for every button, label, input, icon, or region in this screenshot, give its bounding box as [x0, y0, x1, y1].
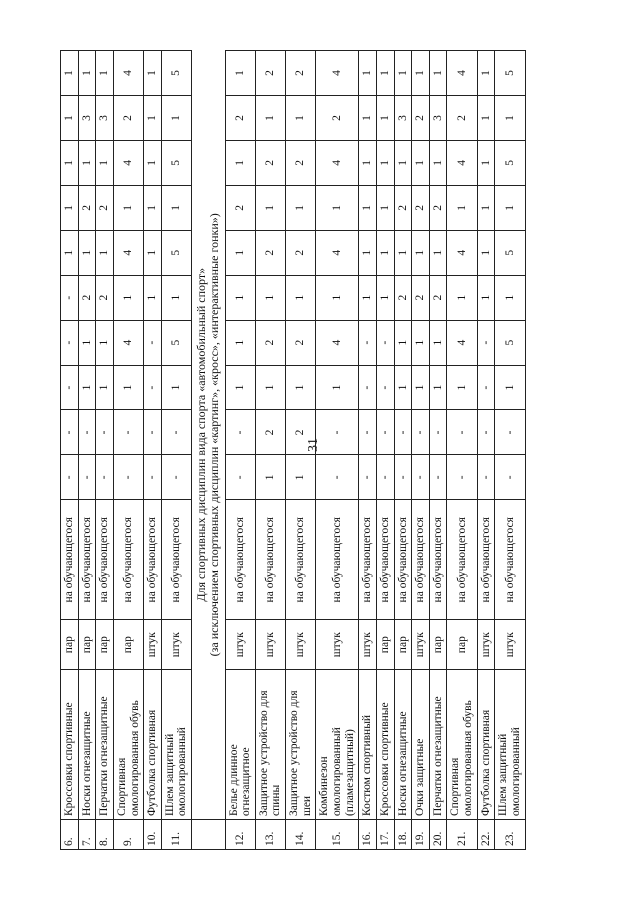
unit-cell: штук [412, 620, 430, 670]
table-row [376, 51, 394, 850]
value-cell: 1 [286, 96, 316, 141]
value-cell: 2 [255, 320, 285, 365]
value-cell: 1 [412, 230, 430, 275]
value-cell: 1 [255, 455, 285, 500]
value-cell: 1 [316, 185, 359, 230]
page-number: 31 [306, 438, 321, 452]
value-cell: 1 [412, 140, 430, 185]
item-name: Носки огнезащитные [78, 670, 96, 820]
value-cell: 4 [316, 320, 359, 365]
value-cell: 5 [161, 320, 191, 365]
value-cell: 1 [495, 96, 525, 141]
value-cell: 1 [96, 230, 114, 275]
value-cell: - [359, 455, 377, 500]
value-cell: 1 [144, 140, 162, 185]
table-row [412, 51, 430, 850]
value-cell: - [477, 365, 495, 410]
value-cell: 4 [447, 230, 477, 275]
category-cell: на обучающегося [495, 500, 525, 620]
equipment-table [60, 50, 526, 850]
table-row [255, 51, 285, 850]
value-cell: 2 [255, 140, 285, 185]
value-cell: 1 [225, 51, 255, 96]
value-cell: 2 [225, 185, 255, 230]
value-cell: 4 [447, 140, 477, 185]
item-name: Перчатки огнезащитные [96, 670, 114, 820]
row-number: 12. [225, 820, 255, 850]
value-cell: 1 [376, 185, 394, 230]
row-number: 9. [113, 820, 143, 850]
table-row [113, 51, 143, 850]
value-cell: 1 [394, 320, 412, 365]
unit-cell: штук [255, 620, 285, 670]
value-cell: 2 [286, 410, 316, 455]
value-cell: 2 [255, 230, 285, 275]
value-cell: 2 [412, 185, 430, 230]
value-cell: 1 [286, 455, 316, 500]
value-cell: - [161, 410, 191, 455]
value-cell: 1 [412, 51, 430, 96]
item-name: Защитное устройство для шеи [286, 670, 316, 820]
value-cell: - [359, 410, 377, 455]
item-name: Белье длинное огнезащитное [225, 670, 255, 820]
table-row [78, 51, 96, 850]
value-cell: - [359, 365, 377, 410]
row-number: 7. [78, 820, 96, 850]
value-cell: - [376, 410, 394, 455]
unit-cell: пар [78, 620, 96, 670]
value-cell: 2 [96, 185, 114, 230]
value-cell: 2 [286, 230, 316, 275]
value-cell: 2 [78, 275, 96, 320]
value-cell: 1 [61, 230, 79, 275]
table-row [96, 51, 114, 850]
value-cell: 1 [113, 365, 143, 410]
value-cell: 1 [61, 51, 79, 96]
value-cell: 2 [412, 96, 430, 141]
value-cell: 2 [78, 185, 96, 230]
value-cell: 2 [255, 51, 285, 96]
unit-cell: пар [113, 620, 143, 670]
value-cell: 3 [78, 96, 96, 141]
row-number: 18. [394, 820, 412, 850]
value-cell: 1 [255, 365, 285, 410]
section-title-line-2: (за исключением спортивных дисциплин «картинг», «кросс», «интерактивные гонки») [207, 213, 222, 657]
value-cell: - [144, 320, 162, 365]
value-cell: - [412, 455, 430, 500]
item-name: Кроссовки спортивные [61, 670, 79, 820]
value-cell: 1 [113, 185, 143, 230]
value-cell: 1 [376, 230, 394, 275]
value-cell: 1 [429, 320, 447, 365]
unit-cell: штук [316, 620, 359, 670]
row-number: 19. [412, 820, 430, 850]
item-name: Футболка спортивная [144, 670, 162, 820]
item-name: Спортивная омологированная обувь [447, 670, 477, 820]
row-number: 13. [255, 820, 285, 850]
row-number: 11. [161, 820, 191, 850]
value-cell: 4 [113, 230, 143, 275]
value-cell: 1 [161, 185, 191, 230]
value-cell: 1 [359, 140, 377, 185]
row-number: 22. [477, 820, 495, 850]
category-cell: на обучающегося [359, 500, 377, 620]
value-cell: 5 [161, 230, 191, 275]
value-cell: 1 [144, 185, 162, 230]
value-cell: 2 [225, 96, 255, 141]
value-cell: 1 [255, 96, 285, 141]
value-cell: - [447, 410, 477, 455]
value-cell: 2 [412, 275, 430, 320]
table-group-1 [61, 51, 192, 850]
value-cell: 1 [61, 96, 79, 141]
value-cell: - [61, 365, 79, 410]
value-cell: - [144, 410, 162, 455]
item-name: Защитное устройство для спины [255, 670, 285, 820]
unit-cell: штук [477, 620, 495, 670]
row-number: 10. [144, 820, 162, 850]
value-cell: - [113, 410, 143, 455]
value-cell: 1 [477, 230, 495, 275]
value-cell: 3 [394, 96, 412, 141]
table-row [161, 51, 191, 850]
value-cell: 1 [161, 275, 191, 320]
value-cell: 1 [359, 275, 377, 320]
value-cell: - [78, 410, 96, 455]
value-cell: 1 [78, 365, 96, 410]
unit-cell: штук [225, 620, 255, 670]
value-cell: 1 [359, 230, 377, 275]
table-row [477, 51, 495, 850]
unit-cell: пар [429, 620, 447, 670]
value-cell: 2 [286, 51, 316, 96]
rotated-table-page [60, 50, 580, 850]
unit-cell: пар [96, 620, 114, 670]
row-number: 16. [359, 820, 377, 850]
unit-cell: пар [447, 620, 477, 670]
category-cell: на обучающегося [477, 500, 495, 620]
table-row [447, 51, 477, 850]
category-cell: на обучающегося [286, 500, 316, 620]
value-cell: 1 [429, 140, 447, 185]
value-cell: - [359, 320, 377, 365]
value-cell: 3 [429, 96, 447, 141]
category-cell: на обучающегося [394, 500, 412, 620]
value-cell: - [376, 365, 394, 410]
value-cell: - [144, 365, 162, 410]
value-cell: 1 [113, 275, 143, 320]
category-cell: на обучающегося [316, 500, 359, 620]
value-cell: 1 [359, 96, 377, 141]
value-cell: 1 [78, 230, 96, 275]
value-cell: - [96, 455, 114, 500]
value-cell: 1 [255, 185, 285, 230]
value-cell: 5 [495, 51, 525, 96]
value-cell: - [225, 455, 255, 500]
unit-cell: штук [359, 620, 377, 670]
table-row [286, 51, 316, 850]
value-cell: - [61, 455, 79, 500]
row-number: 20. [429, 820, 447, 850]
section-heading [192, 51, 225, 850]
value-cell: 1 [447, 185, 477, 230]
row-number: 21. [447, 820, 477, 850]
table-row [359, 51, 377, 850]
value-cell: 4 [113, 320, 143, 365]
value-cell: 1 [495, 365, 525, 410]
value-cell: 1 [255, 275, 285, 320]
value-cell: 2 [286, 320, 316, 365]
table-row [144, 51, 162, 850]
row-number: 6. [61, 820, 79, 850]
value-cell: - [225, 410, 255, 455]
value-cell: 4 [316, 140, 359, 185]
value-cell: - [477, 455, 495, 500]
value-cell: 3 [96, 96, 114, 141]
table-row [394, 51, 412, 850]
value-cell: 1 [495, 185, 525, 230]
item-name: Костюм спортивный [359, 670, 377, 820]
table-row [225, 51, 255, 850]
value-cell: 1 [376, 140, 394, 185]
value-cell: - [447, 455, 477, 500]
value-cell: 1 [477, 140, 495, 185]
value-cell: 1 [316, 275, 359, 320]
value-cell: 1 [78, 140, 96, 185]
value-cell: 1 [96, 365, 114, 410]
value-cell: 1 [394, 365, 412, 410]
value-cell: - [394, 455, 412, 500]
value-cell: 1 [286, 185, 316, 230]
value-cell: 2 [316, 96, 359, 141]
value-cell: 5 [495, 230, 525, 275]
value-cell: 1 [286, 365, 316, 410]
value-cell: 1 [225, 320, 255, 365]
unit-cell: штук [495, 620, 525, 670]
category-cell: на обучающегося [78, 500, 96, 620]
value-cell: 1 [412, 320, 430, 365]
item-name: Очки защитные [412, 670, 430, 820]
category-cell: на обучающегося [113, 500, 143, 620]
value-cell: 1 [495, 275, 525, 320]
value-cell: 1 [161, 96, 191, 141]
item-name: Комбинезон омологированный (пламезащитный) [316, 670, 359, 820]
category-cell: на обучающегося [429, 500, 447, 620]
item-name: Кроссовки спортивные [376, 670, 394, 820]
value-cell: - [394, 410, 412, 455]
table-row [61, 51, 79, 850]
value-cell: 2 [96, 275, 114, 320]
value-cell: 1 [144, 230, 162, 275]
category-cell: на обучающегося [447, 500, 477, 620]
value-cell: 1 [394, 51, 412, 96]
unit-cell: штук [286, 620, 316, 670]
value-cell: 2 [447, 96, 477, 141]
value-cell: 4 [447, 51, 477, 96]
value-cell: - [495, 455, 525, 500]
category-cell: на обучающегося [225, 500, 255, 620]
value-cell: 1 [477, 275, 495, 320]
value-cell: - [429, 410, 447, 455]
value-cell: 1 [144, 51, 162, 96]
value-cell: - [412, 410, 430, 455]
table-group-2 [225, 51, 525, 850]
value-cell: 5 [161, 51, 191, 96]
value-cell: 4 [113, 51, 143, 96]
value-cell: 4 [316, 230, 359, 275]
value-cell: 1 [225, 275, 255, 320]
category-cell: на обучающегося [376, 500, 394, 620]
value-cell: 1 [359, 185, 377, 230]
row-number: 17. [376, 820, 394, 850]
value-cell: - [376, 320, 394, 365]
value-cell: - [113, 455, 143, 500]
value-cell: 1 [359, 51, 377, 96]
value-cell: - [78, 455, 96, 500]
value-cell: 1 [144, 275, 162, 320]
value-cell: - [61, 275, 79, 320]
category-cell: на обучающегося [144, 500, 162, 620]
value-cell: 1 [376, 96, 394, 141]
value-cell: - [161, 455, 191, 500]
value-cell: 1 [429, 365, 447, 410]
value-cell: 5 [495, 140, 525, 185]
value-cell: 1 [429, 51, 447, 96]
value-cell: 2 [113, 96, 143, 141]
value-cell: 4 [113, 140, 143, 185]
item-name: Перчатки огнезащитные [429, 670, 447, 820]
value-cell: 1 [394, 140, 412, 185]
value-cell: 1 [376, 51, 394, 96]
category-cell: на обучающегося [61, 500, 79, 620]
value-cell: - [477, 410, 495, 455]
value-cell: 1 [477, 51, 495, 96]
value-cell: 1 [161, 365, 191, 410]
item-name: Носки огнезащитные [394, 670, 412, 820]
value-cell: 5 [161, 140, 191, 185]
section-title-line-1: Для спортивных дисциплин вида спорта «автомобильный спорт» [194, 267, 209, 602]
category-cell: на обучающегося [161, 500, 191, 620]
row-number: 8. [96, 820, 114, 850]
value-cell: 1 [316, 365, 359, 410]
unit-cell: штук [161, 620, 191, 670]
value-cell: 5 [495, 320, 525, 365]
category-cell: на обучающегося [255, 500, 285, 620]
value-cell: 1 [412, 365, 430, 410]
value-cell: 1 [78, 51, 96, 96]
value-cell: 2 [394, 185, 412, 230]
value-cell: 1 [376, 275, 394, 320]
value-cell: - [477, 320, 495, 365]
value-cell: 1 [429, 230, 447, 275]
value-cell: - [61, 410, 79, 455]
item-name: Шлем защитный омологированный [161, 670, 191, 820]
value-cell: 2 [286, 140, 316, 185]
value-cell: - [144, 455, 162, 500]
value-cell: - [96, 410, 114, 455]
unit-cell: пар [376, 620, 394, 670]
table-row [316, 51, 359, 850]
item-name: Спортивная омологированная обувь [113, 670, 143, 820]
value-cell: 1 [225, 140, 255, 185]
value-cell: 2 [429, 185, 447, 230]
table-row [429, 51, 447, 850]
value-cell: 1 [96, 140, 114, 185]
value-cell: 1 [61, 185, 79, 230]
value-cell: 1 [96, 320, 114, 365]
unit-cell: пар [61, 620, 79, 670]
category-cell: на обучающегося [412, 500, 430, 620]
value-cell: 1 [477, 185, 495, 230]
value-cell: 2 [255, 410, 285, 455]
row-number: 15. [316, 820, 359, 850]
value-cell: - [316, 410, 359, 455]
value-cell: 4 [447, 320, 477, 365]
value-cell: - [61, 320, 79, 365]
value-cell: 1 [225, 365, 255, 410]
value-cell: - [376, 455, 394, 500]
value-cell: 1 [144, 96, 162, 141]
item-name: Шлем защитный омологированный [495, 670, 525, 820]
value-cell: 4 [316, 51, 359, 96]
value-cell: - [429, 455, 447, 500]
value-cell: 1 [447, 365, 477, 410]
unit-cell: штук [144, 620, 162, 670]
value-cell: 1 [96, 51, 114, 96]
value-cell: 1 [447, 275, 477, 320]
value-cell: 2 [394, 275, 412, 320]
table-row [495, 51, 525, 850]
value-cell: 1 [225, 230, 255, 275]
value-cell: 2 [429, 275, 447, 320]
category-cell: на обучающегося [96, 500, 114, 620]
unit-cell: пар [394, 620, 412, 670]
item-name: Футболка спортивная [477, 670, 495, 820]
value-cell: 1 [477, 96, 495, 141]
value-cell: 1 [286, 275, 316, 320]
value-cell: - [495, 410, 525, 455]
value-cell: 1 [78, 320, 96, 365]
row-number: 14. [286, 820, 316, 850]
value-cell: 1 [394, 230, 412, 275]
value-cell: 1 [61, 140, 79, 185]
row-number: 23. [495, 820, 525, 850]
value-cell: - [316, 455, 359, 500]
